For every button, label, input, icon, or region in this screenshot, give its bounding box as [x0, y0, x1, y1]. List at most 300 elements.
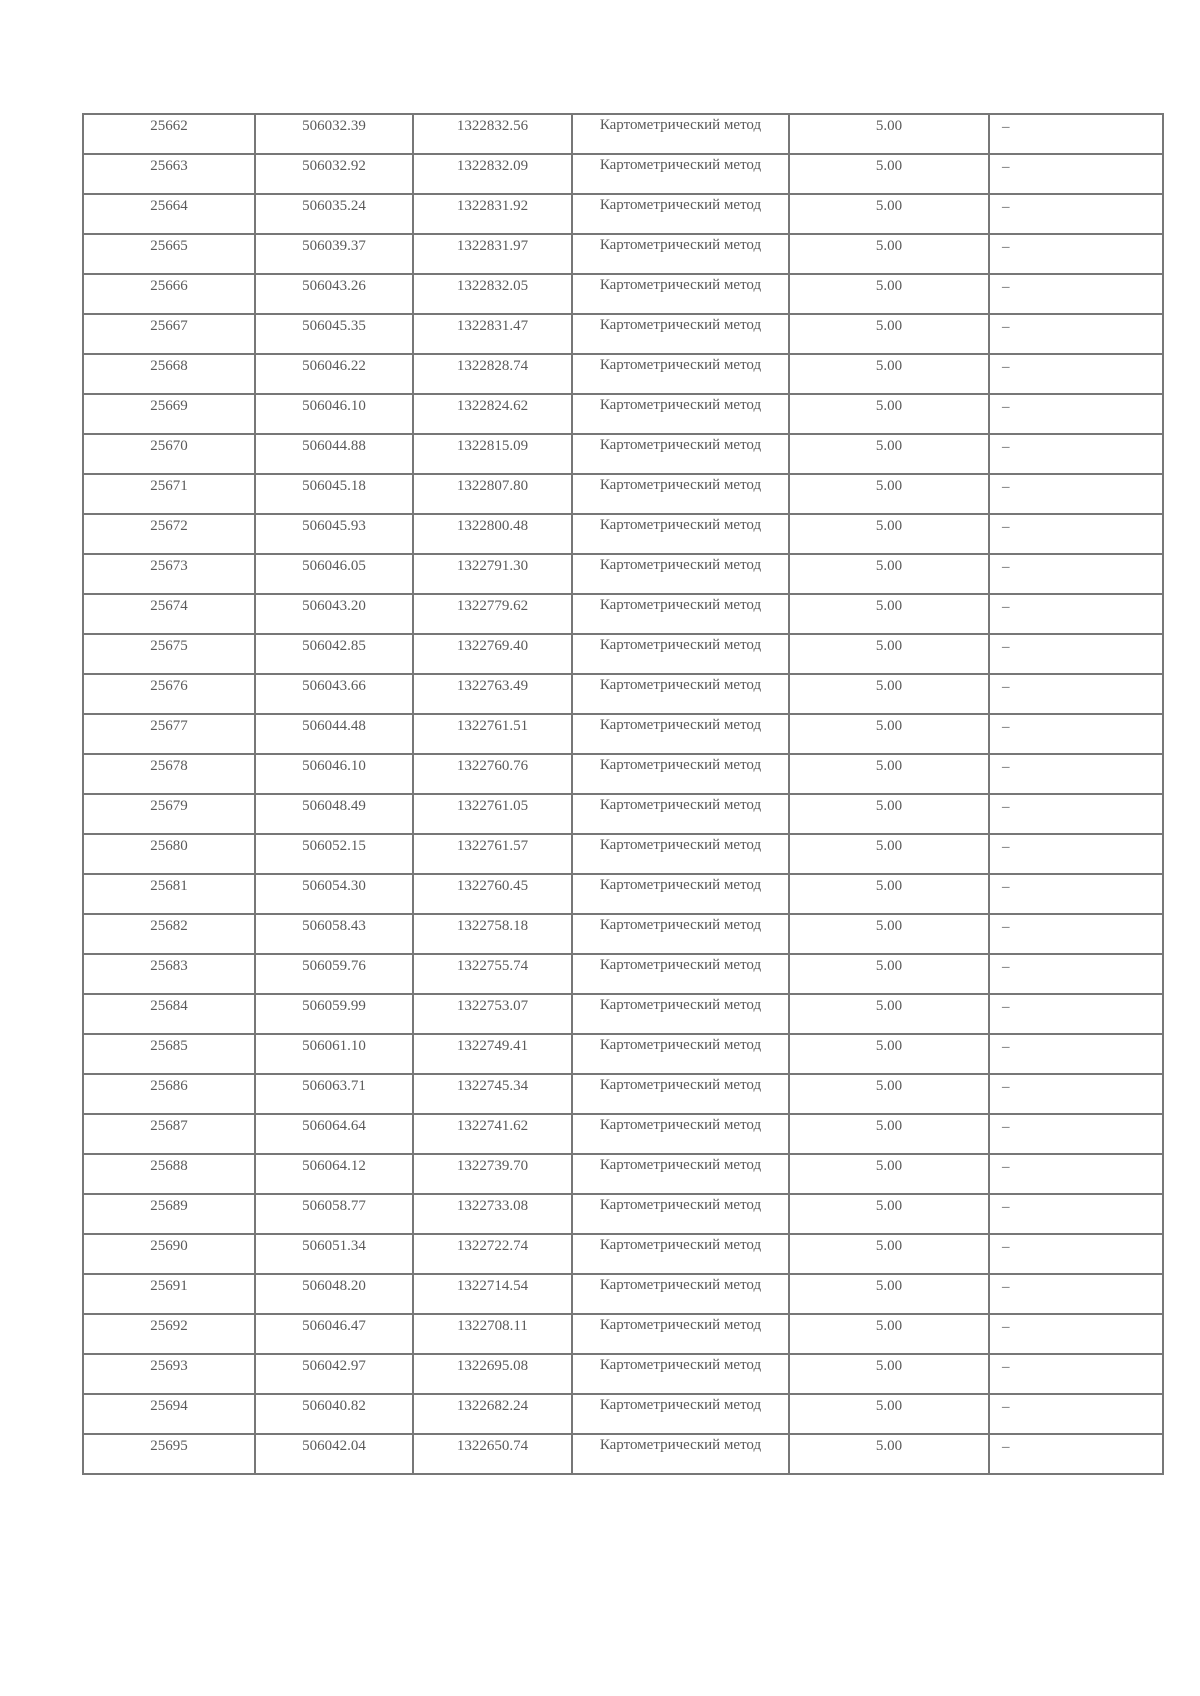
note-cell: [989, 234, 1163, 274]
accuracy-cell-text: 5.00: [875, 718, 903, 734]
accuracy-cell-text: 5.00: [875, 1158, 903, 1174]
y-coordinate-cell-text: 1322779.62: [456, 598, 529, 614]
note-cell: [989, 474, 1163, 514]
accuracy-cell: [789, 1154, 989, 1194]
accuracy-cell-text: 5.00: [875, 238, 903, 254]
note-cell-text: –: [1002, 919, 1010, 935]
note-cell: [989, 594, 1163, 634]
point-number-cell: [83, 1234, 255, 1274]
x-coordinate-cell-text: 506042.97: [302, 1358, 366, 1374]
note-cell: [989, 194, 1163, 234]
y-coordinate-cell: [413, 1394, 572, 1434]
point-number-cell-text: 25691: [150, 1278, 188, 1294]
point-number-cell: [83, 314, 255, 354]
point-number-cell-text: 25664: [150, 198, 188, 214]
accuracy-cell-text: 5.00: [875, 1278, 903, 1294]
note-cell-text: –: [1002, 1359, 1010, 1375]
x-coordinate-cell-text: 506046.47: [302, 1318, 366, 1334]
method-cell-text: Картометрический метод: [599, 797, 762, 813]
note-cell-text: –: [1002, 599, 1010, 615]
point-number-cell-text: 25682: [150, 918, 188, 934]
point-number-cell-text: 25692: [150, 1318, 188, 1334]
x-coordinate-cell-text: 506032.39: [302, 118, 366, 134]
note-cell: [989, 914, 1163, 954]
table-row: [83, 874, 1163, 914]
method-cell-text: Картометрический метод: [599, 277, 762, 293]
y-coordinate-cell-text: 1322831.97: [456, 238, 529, 254]
method-cell: [572, 994, 789, 1034]
point-number-cell: [83, 1274, 255, 1314]
note-cell: [989, 434, 1163, 474]
y-coordinate-cell-text: 1322831.92: [456, 198, 529, 214]
method-cell-text: Картометрический метод: [599, 517, 762, 533]
x-coordinate-cell: [255, 354, 413, 394]
method-cell: [572, 1034, 789, 1074]
accuracy-cell: [789, 234, 989, 274]
method-cell: [572, 594, 789, 634]
table-row: [83, 634, 1163, 674]
y-coordinate-cell-text: 1322831.47: [456, 318, 529, 334]
note-cell: [989, 634, 1163, 674]
x-coordinate-cell: [255, 874, 413, 914]
x-coordinate-cell: [255, 1194, 413, 1234]
table-row: [83, 314, 1163, 354]
note-cell-text: –: [1002, 1159, 1010, 1175]
x-coordinate-cell: [255, 474, 413, 514]
table-row: [83, 194, 1163, 234]
table-row: [83, 1274, 1163, 1314]
x-coordinate-cell-text: 506058.77: [302, 1198, 366, 1214]
method-cell-text: Картометрический метод: [599, 997, 762, 1013]
note-cell-text: –: [1002, 279, 1010, 295]
accuracy-cell: [789, 514, 989, 554]
accuracy-cell-text: 5.00: [875, 358, 903, 374]
y-coordinate-cell-text: 1322815.09: [456, 438, 529, 454]
point-number-cell: [83, 234, 255, 274]
table-row: [83, 1114, 1163, 1154]
point-number-cell-text: 25674: [150, 598, 188, 614]
method-cell-text: Картометрический метод: [599, 637, 762, 653]
x-coordinate-cell: [255, 1034, 413, 1074]
y-coordinate-cell-text: 1322824.62: [456, 398, 529, 414]
point-number-cell: [83, 1074, 255, 1114]
method-cell-text: Картометрический метод: [599, 1237, 762, 1253]
method-cell: [572, 1434, 789, 1474]
method-cell: [572, 714, 789, 754]
x-coordinate-cell: [255, 1394, 413, 1434]
accuracy-cell: [789, 634, 989, 674]
method-cell: [572, 234, 789, 274]
point-number-cell-text: 25662: [150, 118, 188, 134]
accuracy-cell-text: 5.00: [875, 518, 903, 534]
y-coordinate-cell: [413, 1354, 572, 1394]
note-cell-text: –: [1002, 1439, 1010, 1455]
table-row: [83, 914, 1163, 954]
note-cell: [989, 1274, 1163, 1314]
point-number-cell: [83, 874, 255, 914]
method-cell-text: Картометрический метод: [599, 1037, 762, 1053]
accuracy-cell-text: 5.00: [875, 638, 903, 654]
accuracy-cell-text: 5.00: [875, 278, 903, 294]
method-cell: [572, 1354, 789, 1394]
table-row: [83, 394, 1163, 434]
method-cell: [572, 794, 789, 834]
accuracy-cell-text: 5.00: [875, 398, 903, 414]
method-cell: [572, 914, 789, 954]
method-cell: [572, 1314, 789, 1354]
x-coordinate-cell: [255, 1434, 413, 1474]
note-cell-text: –: [1002, 1239, 1010, 1255]
y-coordinate-cell: [413, 874, 572, 914]
table-row: [83, 554, 1163, 594]
note-cell-text: –: [1002, 199, 1010, 215]
note-cell: [989, 674, 1163, 714]
x-coordinate-cell-text: 506044.48: [302, 718, 366, 734]
y-coordinate-cell: [413, 1434, 572, 1474]
accuracy-cell-text: 5.00: [875, 1198, 903, 1214]
accuracy-cell: [789, 474, 989, 514]
x-coordinate-cell: [255, 514, 413, 554]
y-coordinate-cell: [413, 194, 572, 234]
method-cell: [572, 954, 789, 994]
method-cell-text: Картометрический метод: [599, 357, 762, 373]
method-cell-text: Картометрический метод: [599, 237, 762, 253]
accuracy-cell-text: 5.00: [875, 1358, 903, 1374]
point-number-cell-text: 25678: [150, 758, 188, 774]
point-number-cell: [83, 194, 255, 234]
accuracy-cell-text: 5.00: [875, 158, 903, 174]
x-coordinate-cell-text: 506045.35: [302, 318, 366, 334]
y-coordinate-cell-text: 1322739.70: [456, 1158, 529, 1174]
accuracy-cell-text: 5.00: [875, 1118, 903, 1134]
note-cell-text: –: [1002, 479, 1010, 495]
accuracy-cell: [789, 394, 989, 434]
table-row: [83, 434, 1163, 474]
x-coordinate-cell-text: 506035.24: [302, 198, 366, 214]
point-number-cell: [83, 154, 255, 194]
x-coordinate-cell: [255, 1114, 413, 1154]
accuracy-cell-text: 5.00: [875, 1438, 903, 1454]
accuracy-cell-text: 5.00: [875, 598, 903, 614]
method-cell-text: Картометрический метод: [599, 1197, 762, 1213]
point-number-cell: [83, 554, 255, 594]
x-coordinate-cell-text: 506032.92: [302, 158, 366, 174]
x-coordinate-cell: [255, 1154, 413, 1194]
y-coordinate-cell: [413, 594, 572, 634]
note-cell-text: –: [1002, 799, 1010, 815]
y-coordinate-cell: [413, 794, 572, 834]
y-coordinate-cell: [413, 994, 572, 1034]
x-coordinate-cell: [255, 754, 413, 794]
note-cell-text: –: [1002, 1279, 1010, 1295]
point-number-cell-text: 25669: [150, 398, 188, 414]
note-cell: [989, 114, 1163, 154]
accuracy-cell-text: 5.00: [875, 438, 903, 454]
point-number-cell: [83, 434, 255, 474]
x-coordinate-cell: [255, 634, 413, 674]
method-cell-text: Картометрический метод: [599, 1357, 762, 1373]
table-row: [83, 514, 1163, 554]
x-coordinate-cell-text: 506063.71: [302, 1078, 366, 1094]
accuracy-cell: [789, 714, 989, 754]
point-number-cell-text: 25666: [150, 278, 188, 294]
y-coordinate-cell-text: 1322749.41: [456, 1038, 529, 1054]
x-coordinate-cell: [255, 554, 413, 594]
y-coordinate-cell: [413, 1074, 572, 1114]
method-cell-text: Картометрический метод: [599, 157, 762, 173]
accuracy-cell-text: 5.00: [875, 1238, 903, 1254]
method-cell: [572, 194, 789, 234]
method-cell: [572, 474, 789, 514]
accuracy-cell-text: 5.00: [875, 958, 903, 974]
point-number-cell: [83, 674, 255, 714]
x-coordinate-cell: [255, 994, 413, 1034]
note-cell-text: –: [1002, 1399, 1010, 1415]
accuracy-cell: [789, 354, 989, 394]
note-cell-text: –: [1002, 319, 1010, 335]
point-number-cell-text: 25675: [150, 638, 188, 654]
method-cell-text: Картометрический метод: [599, 677, 762, 693]
y-coordinate-cell: [413, 234, 572, 274]
y-coordinate-cell-text: 1322828.74: [456, 358, 529, 374]
note-cell: [989, 514, 1163, 554]
accuracy-cell-text: 5.00: [875, 878, 903, 894]
point-number-cell-text: 25663: [150, 158, 188, 174]
y-coordinate-cell-text: 1322682.24: [456, 1398, 529, 1414]
accuracy-cell-text: 5.00: [875, 478, 903, 494]
x-coordinate-cell-text: 506054.30: [302, 878, 366, 894]
accuracy-cell-text: 5.00: [875, 758, 903, 774]
note-cell: [989, 394, 1163, 434]
table-row: [83, 1154, 1163, 1194]
x-coordinate-cell: [255, 914, 413, 954]
accuracy-cell: [789, 1354, 989, 1394]
method-cell-text: Картометрический метод: [599, 917, 762, 933]
note-cell: [989, 1194, 1163, 1234]
method-cell-text: Картометрический метод: [599, 437, 762, 453]
accuracy-cell-text: 5.00: [875, 918, 903, 934]
point-number-cell: [83, 394, 255, 434]
method-cell-text: Картометрический метод: [599, 197, 762, 213]
point-number-cell: [83, 914, 255, 954]
accuracy-cell-text: 5.00: [875, 118, 903, 134]
method-cell-text: Картометрический метод: [599, 1077, 762, 1093]
note-cell: [989, 834, 1163, 874]
note-cell: [989, 274, 1163, 314]
method-cell-text: Картометрический метод: [599, 1437, 762, 1453]
accuracy-cell: [789, 194, 989, 234]
note-cell-text: –: [1002, 1319, 1010, 1335]
table-row: [83, 1194, 1163, 1234]
accuracy-cell: [789, 1114, 989, 1154]
note-cell-text: –: [1002, 839, 1010, 855]
method-cell: [572, 434, 789, 474]
x-coordinate-cell-text: 506051.34: [302, 1238, 366, 1254]
x-coordinate-cell: [255, 194, 413, 234]
note-cell: [989, 1034, 1163, 1074]
point-number-cell: [83, 714, 255, 754]
method-cell-text: Картометрический метод: [599, 757, 762, 773]
note-cell-text: –: [1002, 759, 1010, 775]
method-cell: [572, 1194, 789, 1234]
note-cell: [989, 754, 1163, 794]
x-coordinate-cell: [255, 234, 413, 274]
x-coordinate-cell-text: 506048.49: [302, 798, 366, 814]
accuracy-cell: [789, 1314, 989, 1354]
point-number-cell: [83, 994, 255, 1034]
point-number-cell-text: 25679: [150, 798, 188, 814]
table-row: [83, 594, 1163, 634]
method-cell-text: Картометрический метод: [599, 557, 762, 573]
method-cell-text: Картометрический метод: [599, 1117, 762, 1133]
note-cell-text: –: [1002, 159, 1010, 175]
table-row: [83, 1394, 1163, 1434]
method-cell: [572, 154, 789, 194]
y-coordinate-cell: [413, 634, 572, 674]
note-cell-text: –: [1002, 519, 1010, 535]
y-coordinate-cell: [413, 354, 572, 394]
y-coordinate-cell: [413, 434, 572, 474]
accuracy-cell: [789, 314, 989, 354]
y-coordinate-cell: [413, 394, 572, 434]
table-row: [83, 794, 1163, 834]
point-number-cell: [83, 1314, 255, 1354]
point-number-cell-text: 25665: [150, 238, 188, 254]
point-number-cell: [83, 354, 255, 394]
point-number-cell: [83, 594, 255, 634]
note-cell-text: –: [1002, 639, 1010, 655]
point-number-cell-text: 25688: [150, 1158, 188, 1174]
x-coordinate-cell-text: 506061.10: [302, 1038, 366, 1054]
note-cell: [989, 354, 1163, 394]
note-cell: [989, 714, 1163, 754]
x-coordinate-cell-text: 506044.88: [302, 438, 366, 454]
x-coordinate-cell-text: 506052.15: [302, 838, 366, 854]
note-cell: [989, 1154, 1163, 1194]
x-coordinate-cell-text: 506039.37: [302, 238, 366, 254]
x-coordinate-cell-text: 506045.93: [302, 518, 366, 534]
method-cell: [572, 1274, 789, 1314]
point-number-cell-text: 25690: [150, 1238, 188, 1254]
y-coordinate-cell-text: 1322832.09: [456, 158, 529, 174]
point-number-cell: [83, 114, 255, 154]
accuracy-cell: [789, 554, 989, 594]
table-row: [83, 754, 1163, 794]
table-row: [83, 994, 1163, 1034]
x-coordinate-cell-text: 506045.18: [302, 478, 366, 494]
note-cell-text: –: [1002, 359, 1010, 375]
x-coordinate-cell: [255, 394, 413, 434]
accuracy-cell-text: 5.00: [875, 198, 903, 214]
x-coordinate-cell-text: 506064.12: [302, 1158, 366, 1174]
accuracy-cell-text: 5.00: [875, 1038, 903, 1054]
y-coordinate-cell-text: 1322760.76: [456, 758, 529, 774]
y-coordinate-cell-text: 1322741.62: [456, 1118, 529, 1134]
accuracy-cell-text: 5.00: [875, 1078, 903, 1094]
y-coordinate-cell-text: 1322745.34: [456, 1078, 529, 1094]
method-cell-text: Картометрический метод: [599, 1277, 762, 1293]
accuracy-cell: [789, 1234, 989, 1274]
x-coordinate-cell-text: 506059.99: [302, 998, 366, 1014]
x-coordinate-cell: [255, 1234, 413, 1274]
note-cell-text: –: [1002, 239, 1010, 255]
y-coordinate-cell: [413, 1314, 572, 1354]
y-coordinate-cell: [413, 154, 572, 194]
table-row: [83, 674, 1163, 714]
accuracy-cell: [789, 1074, 989, 1114]
y-coordinate-cell: [413, 314, 572, 354]
method-cell-text: Картометрический метод: [599, 1157, 762, 1173]
note-cell: [989, 1434, 1163, 1474]
point-number-cell-text: 25694: [150, 1398, 188, 1414]
y-coordinate-cell-text: 1322755.74: [456, 958, 529, 974]
accuracy-cell-text: 5.00: [875, 1318, 903, 1334]
accuracy-cell: [789, 154, 989, 194]
point-number-cell-text: 25667: [150, 318, 188, 334]
method-cell-text: Картометрический метод: [599, 397, 762, 413]
point-number-cell: [83, 954, 255, 994]
note-cell: [989, 1114, 1163, 1154]
method-cell-text: Картометрический метод: [599, 1397, 762, 1413]
x-coordinate-cell-text: 506040.82: [302, 1398, 366, 1414]
point-number-cell-text: 25689: [150, 1198, 188, 1214]
x-coordinate-cell: [255, 954, 413, 994]
point-number-cell: [83, 474, 255, 514]
x-coordinate-cell: [255, 154, 413, 194]
x-coordinate-cell-text: 506064.64: [302, 1118, 366, 1134]
y-coordinate-cell: [413, 514, 572, 554]
accuracy-cell-text: 5.00: [875, 838, 903, 854]
note-cell-text: –: [1002, 959, 1010, 975]
y-coordinate-cell: [413, 554, 572, 594]
y-coordinate-cell: [413, 1194, 572, 1234]
accuracy-cell: [789, 874, 989, 914]
table-row: [83, 1354, 1163, 1394]
y-coordinate-cell: [413, 274, 572, 314]
note-cell-text: –: [1002, 399, 1010, 415]
x-coordinate-cell: [255, 1354, 413, 1394]
y-coordinate-cell: [413, 754, 572, 794]
table-row: [83, 954, 1163, 994]
y-coordinate-cell-text: 1322791.30: [456, 558, 529, 574]
table-row: [83, 1314, 1163, 1354]
x-coordinate-cell-text: 506043.66: [302, 678, 366, 694]
y-coordinate-cell-text: 1322800.48: [456, 518, 529, 534]
method-cell: [572, 314, 789, 354]
table-row: [83, 1234, 1163, 1274]
x-coordinate-cell-text: 506043.26: [302, 278, 366, 294]
note-cell-text: –: [1002, 439, 1010, 455]
point-number-cell: [83, 634, 255, 674]
method-cell-text: Картометрический метод: [599, 717, 762, 733]
accuracy-cell: [789, 1034, 989, 1074]
note-cell: [989, 1394, 1163, 1434]
point-number-cell-text: 25680: [150, 838, 188, 854]
note-cell-text: –: [1002, 679, 1010, 695]
accuracy-cell: [789, 114, 989, 154]
accuracy-cell: [789, 1194, 989, 1234]
note-cell: [989, 1074, 1163, 1114]
point-number-cell-text: 25668: [150, 358, 188, 374]
x-coordinate-cell-text: 506042.04: [302, 1438, 366, 1454]
x-coordinate-cell: [255, 1314, 413, 1354]
y-coordinate-cell-text: 1322695.08: [456, 1358, 529, 1374]
point-number-cell: [83, 1394, 255, 1434]
point-number-cell: [83, 1194, 255, 1234]
accuracy-cell: [789, 594, 989, 634]
y-coordinate-cell: [413, 1274, 572, 1314]
x-coordinate-cell-text: 506058.43: [302, 918, 366, 934]
